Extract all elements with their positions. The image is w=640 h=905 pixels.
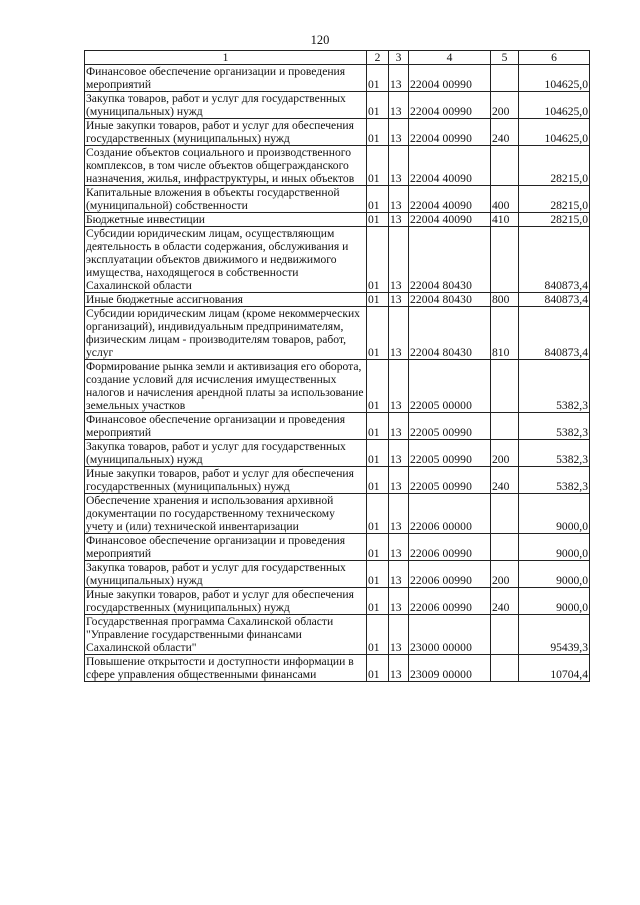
- row-target-code-cell: 22004 40090: [409, 186, 491, 213]
- row-section-cell: 01: [367, 186, 389, 213]
- row-subsection-cell: 13: [389, 186, 409, 213]
- row-subsection-cell: 13: [389, 293, 409, 307]
- row-section-cell: 01: [367, 227, 389, 293]
- row-section-cell: 01: [367, 413, 389, 440]
- row-amount-cell: 5382,3: [519, 467, 590, 494]
- row-section-cell: 01: [367, 92, 389, 119]
- row-expense-type-cell: 200: [491, 561, 519, 588]
- table-row: [85, 213, 590, 227]
- row-target-code-cell: 22004 00990: [409, 65, 491, 92]
- column-header-expense-type: 5: [491, 51, 519, 65]
- row-subsection-cell: 13: [389, 92, 409, 119]
- row-expense-type-cell: 810: [491, 307, 519, 360]
- row-target-code-cell: 22004 40090: [409, 213, 491, 227]
- row-name-cell: Иные закупки товаров, работ и услуг для обеспечения государственных (муниципальных) нужд: [85, 588, 367, 615]
- row-section-cell: 01: [367, 146, 389, 186]
- row-name-cell: Финансовое обеспечение организации и проведения мероприятий: [85, 413, 367, 440]
- table-row: [85, 186, 590, 213]
- row-name-cell: Государственная программа Сахалинской области "Управление государственными финансами Сахалинской области": [85, 615, 367, 655]
- row-subsection-cell: 13: [389, 213, 409, 227]
- table-row: [85, 146, 590, 186]
- table-row: [85, 413, 590, 440]
- row-target-code-cell: 22005 00990: [409, 413, 491, 440]
- row-amount-cell: 840873,4: [519, 227, 590, 293]
- row-section-cell: 01: [367, 65, 389, 92]
- row-name-cell: Финансовое обеспечение организации и проведения мероприятий: [85, 65, 367, 92]
- row-expense-type-cell: [491, 360, 519, 413]
- table-row: [85, 588, 590, 615]
- row-subsection-cell: 13: [389, 655, 409, 682]
- row-subsection-cell: 13: [389, 561, 409, 588]
- row-target-code-cell: 22005 00990: [409, 467, 491, 494]
- row-section-cell: 01: [367, 615, 389, 655]
- row-target-code-cell: 22004 00990: [409, 92, 491, 119]
- row-subsection-cell: 13: [389, 307, 409, 360]
- budget-table: [84, 50, 590, 682]
- table-row: [85, 65, 590, 92]
- row-name-cell: Субсидии юридическим лицам, осуществляющим деятельность в области содержания, обслуживания и эксплуатации объектов движимого и недвижимого имущества, находящегося в собственности Сахалинской области: [85, 227, 367, 293]
- row-subsection-cell: 13: [389, 494, 409, 534]
- row-amount-cell: 104625,0: [519, 65, 590, 92]
- row-section-cell: 01: [367, 655, 389, 682]
- row-section-cell: 01: [367, 213, 389, 227]
- table-row: [85, 92, 590, 119]
- row-amount-cell: 9000,0: [519, 494, 590, 534]
- row-section-cell: 01: [367, 494, 389, 534]
- table-row: [85, 561, 590, 588]
- row-expense-type-cell: [491, 227, 519, 293]
- row-target-code-cell: 22005 00990: [409, 440, 491, 467]
- column-header-name: 1: [85, 51, 367, 65]
- row-expense-type-cell: 410: [491, 213, 519, 227]
- row-subsection-cell: 13: [389, 119, 409, 146]
- row-amount-cell: 5382,3: [519, 413, 590, 440]
- row-expense-type-cell: [491, 534, 519, 561]
- row-target-code-cell: 22006 00000: [409, 494, 491, 534]
- row-name-cell: Формирование рынка земли и активизация его оборота, создание условий для исчисления имущественных налогов и начисления арендной платы за использование земельных участков: [85, 360, 367, 413]
- row-amount-cell: 840873,4: [519, 293, 590, 307]
- table-row: [85, 494, 590, 534]
- table-row: [85, 119, 590, 146]
- row-expense-type-cell: 800: [491, 293, 519, 307]
- row-section-cell: 01: [367, 360, 389, 413]
- row-target-code-cell: 23009 00000: [409, 655, 491, 682]
- row-section-cell: 01: [367, 119, 389, 146]
- row-amount-cell: 9000,0: [519, 588, 590, 615]
- row-name-cell: Повышение открытости и доступности информации в сфере управления общественными финансами: [85, 655, 367, 682]
- row-section-cell: 01: [367, 561, 389, 588]
- column-header-target-code: 4: [409, 51, 491, 65]
- row-amount-cell: 95439,3: [519, 615, 590, 655]
- row-amount-cell: 5382,3: [519, 360, 590, 413]
- row-target-code-cell: 22006 00990: [409, 534, 491, 561]
- row-expense-type-cell: 240: [491, 119, 519, 146]
- row-target-code-cell: 22005 00000: [409, 360, 491, 413]
- row-amount-cell: 9000,0: [519, 534, 590, 561]
- row-section-cell: 01: [367, 534, 389, 561]
- table-row: [85, 655, 590, 682]
- row-amount-cell: 28215,0: [519, 186, 590, 213]
- row-target-code-cell: 22006 00990: [409, 561, 491, 588]
- row-name-cell: Иные бюджетные ассигнования: [85, 293, 367, 307]
- row-amount-cell: 104625,0: [519, 92, 590, 119]
- row-amount-cell: 10704,4: [519, 655, 590, 682]
- row-subsection-cell: 13: [389, 534, 409, 561]
- row-section-cell: 01: [367, 440, 389, 467]
- row-expense-type-cell: [491, 655, 519, 682]
- row-amount-cell: 840873,4: [519, 307, 590, 360]
- row-name-cell: Создание объектов социального и производственного комплексов, в том числе объектов общегражданского назначения, жилья, инфраструктуры, и иных объектов: [85, 146, 367, 186]
- column-header-subsection: 3: [389, 51, 409, 65]
- row-section-cell: 01: [367, 307, 389, 360]
- row-subsection-cell: 13: [389, 65, 409, 92]
- row-expense-type-cell: 200: [491, 440, 519, 467]
- table-header-row: [85, 51, 590, 65]
- row-target-code-cell: 22004 00990: [409, 119, 491, 146]
- row-amount-cell: 104625,0: [519, 119, 590, 146]
- row-name-cell: Финансовое обеспечение организации и проведения мероприятий: [85, 534, 367, 561]
- row-name-cell: Закупка товаров, работ и услуг для государственных (муниципальных) нужд: [85, 561, 367, 588]
- page-number: 120: [310, 33, 330, 47]
- row-section-cell: 01: [367, 293, 389, 307]
- row-amount-cell: 28215,0: [519, 213, 590, 227]
- row-target-code-cell: 22004 80430: [409, 293, 491, 307]
- table-row: [85, 467, 590, 494]
- column-header-amount: 6: [519, 51, 590, 65]
- row-expense-type-cell: [491, 65, 519, 92]
- row-amount-cell: 9000,0: [519, 561, 590, 588]
- table-row: [85, 293, 590, 307]
- row-subsection-cell: 13: [389, 440, 409, 467]
- table-row: [85, 534, 590, 561]
- row-subsection-cell: 13: [389, 146, 409, 186]
- row-subsection-cell: 13: [389, 467, 409, 494]
- table-row: [85, 440, 590, 467]
- row-subsection-cell: 13: [389, 360, 409, 413]
- table-row: [85, 615, 590, 655]
- row-expense-type-cell: 240: [491, 588, 519, 615]
- row-name-cell: Капитальные вложения в объекты государственной (муниципальной) собственности: [85, 186, 367, 213]
- row-name-cell: Бюджетные инвестиции: [85, 213, 367, 227]
- row-expense-type-cell: 240: [491, 467, 519, 494]
- row-target-code-cell: 22004 80430: [409, 307, 491, 360]
- row-name-cell: Субсидии юридическим лицам (кроме некоммерческих организаций), индивидуальным предпринимателям, физическим лицам - производителям товаров, работ, услуг: [85, 307, 367, 360]
- row-subsection-cell: 13: [389, 413, 409, 440]
- row-expense-type-cell: 400: [491, 186, 519, 213]
- table-row: [85, 307, 590, 360]
- row-name-cell: Иные закупки товаров, работ и услуг для обеспечения государственных (муниципальных) нужд: [85, 119, 367, 146]
- row-expense-type-cell: [491, 615, 519, 655]
- row-name-cell: Закупка товаров, работ и услуг для государственных (муниципальных) нужд: [85, 440, 367, 467]
- row-subsection-cell: 13: [389, 588, 409, 615]
- row-amount-cell: 5382,3: [519, 440, 590, 467]
- table-body: [85, 65, 590, 682]
- table-row: [85, 360, 590, 413]
- column-header-section: 2: [367, 51, 389, 65]
- row-target-code-cell: 23000 00000: [409, 615, 491, 655]
- row-name-cell: Иные закупки товаров, работ и услуг для обеспечения государственных (муниципальных) нужд: [85, 467, 367, 494]
- row-section-cell: 01: [367, 588, 389, 615]
- row-name-cell: Обеспечение хранения и использования архивной документации по государственному техническому учету и (или) технической инвентаризации: [85, 494, 367, 534]
- row-subsection-cell: 13: [389, 615, 409, 655]
- row-expense-type-cell: [491, 146, 519, 186]
- row-expense-type-cell: [491, 413, 519, 440]
- row-target-code-cell: 22004 40090: [409, 146, 491, 186]
- row-target-code-cell: 22006 00990: [409, 588, 491, 615]
- row-expense-type-cell: [491, 494, 519, 534]
- row-section-cell: 01: [367, 467, 389, 494]
- row-subsection-cell: 13: [389, 227, 409, 293]
- table-row: [85, 227, 590, 293]
- row-name-cell: Закупка товаров, работ и услуг для государственных (муниципальных) нужд: [85, 92, 367, 119]
- row-target-code-cell: 22004 80430: [409, 227, 491, 293]
- row-amount-cell: 28215,0: [519, 146, 590, 186]
- row-expense-type-cell: 200: [491, 92, 519, 119]
